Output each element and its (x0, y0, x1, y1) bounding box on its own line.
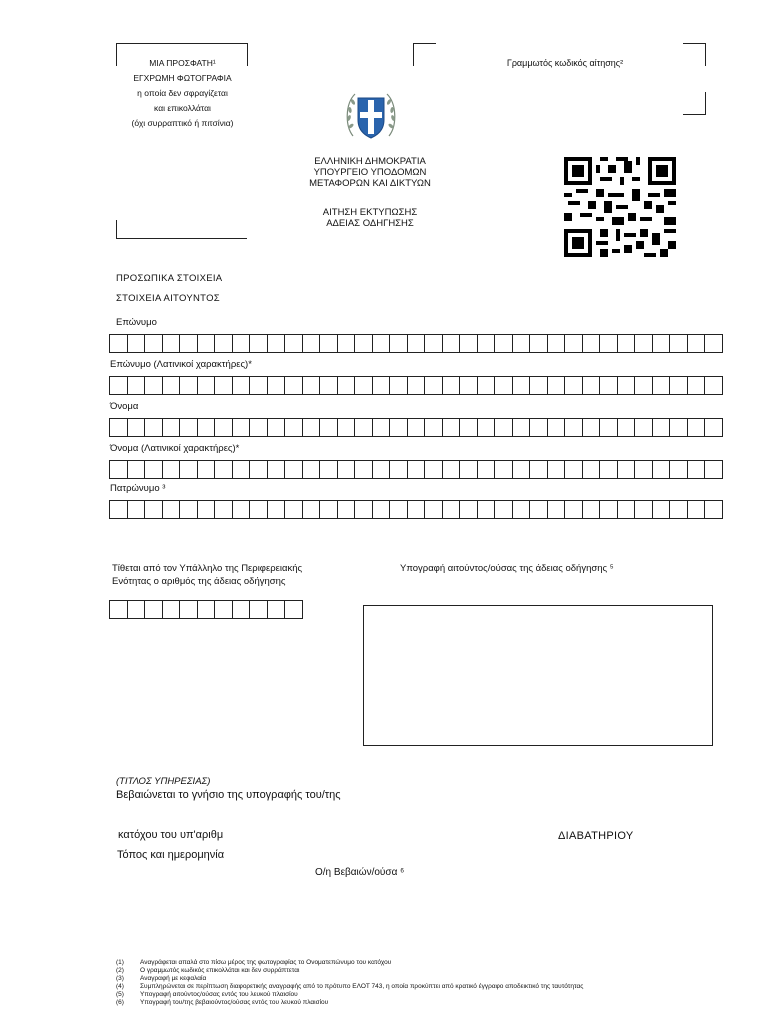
char-box[interactable] (704, 460, 723, 479)
char-box[interactable] (232, 418, 250, 437)
char-box[interactable] (582, 418, 600, 437)
char-box[interactable] (704, 334, 723, 353)
fathers-name-label: Πατρώνυμο ³ (110, 483, 166, 494)
char-box[interactable] (232, 376, 250, 395)
char-box[interactable] (459, 334, 477, 353)
footnote-text: Υπογραφή του/της βεβαιούντος/ούσας εντός του λευκού πλαισίου (140, 999, 329, 1006)
char-box[interactable] (249, 376, 267, 395)
char-box[interactable] (354, 418, 372, 437)
footnote-number: (3) (116, 975, 124, 982)
char-box[interactable] (337, 500, 355, 519)
char-box[interactable] (179, 460, 197, 479)
char-box[interactable] (459, 460, 477, 479)
char-box[interactable] (652, 376, 670, 395)
char-box[interactable] (144, 460, 162, 479)
char-box[interactable] (687, 460, 705, 479)
char-box[interactable] (249, 600, 267, 619)
char-box[interactable] (337, 460, 355, 479)
char-box[interactable] (372, 500, 390, 519)
char-box[interactable] (337, 376, 355, 395)
char-box[interactable] (407, 500, 425, 519)
char-box[interactable] (284, 334, 302, 353)
char-box[interactable] (232, 334, 250, 353)
qr-code-icon (564, 157, 676, 257)
char-box[interactable] (354, 376, 372, 395)
char-box[interactable] (197, 600, 215, 619)
first-name-latin-char-grid[interactable] (109, 460, 723, 478)
passport-label: ΔΙΑΒΑΤΗΡΙΟΥ (558, 830, 634, 842)
char-box[interactable] (267, 334, 285, 353)
char-box[interactable] (214, 500, 232, 519)
char-box[interactable] (144, 376, 162, 395)
char-box[interactable] (267, 376, 285, 395)
footnote-text: Υπογραφή αιτούντος/ούσας εντός του λευκού πλαισίου (140, 991, 298, 998)
char-box[interactable] (354, 500, 372, 519)
applicant-signature-box[interactable] (363, 605, 713, 746)
char-box[interactable] (564, 334, 582, 353)
char-box[interactable] (127, 418, 145, 437)
char-box[interactable] (634, 376, 652, 395)
license-number-line: Ενότητας ο αριθμός της άδειας οδήγησης (112, 576, 286, 587)
char-box[interactable] (442, 376, 460, 395)
char-box[interactable] (179, 418, 197, 437)
char-box[interactable] (127, 376, 145, 395)
char-box[interactable] (319, 460, 337, 479)
char-box[interactable] (529, 334, 547, 353)
char-box[interactable] (354, 334, 372, 353)
char-box[interactable] (197, 334, 215, 353)
photo-line: (όχι συρραπτικό ή πιτσίνια) (131, 118, 234, 128)
footnote-item (116, 991, 583, 999)
greek-emblem-icon (343, 86, 399, 144)
footnote-number: (6) (116, 999, 124, 1006)
surname-label: Επώνυμο (116, 317, 157, 328)
char-box[interactable] (249, 334, 267, 353)
char-box[interactable] (634, 500, 652, 519)
char-box[interactable] (599, 500, 617, 519)
authority-line: ΜΕΤΑΦΟΡΩΝ ΚΑΙ ΔΙΚΤΥΩΝ (309, 178, 431, 189)
char-box[interactable] (669, 460, 687, 479)
char-box[interactable] (162, 500, 180, 519)
char-box[interactable] (302, 500, 320, 519)
char-box[interactable] (214, 460, 232, 479)
char-box[interactable] (547, 418, 565, 437)
char-box[interactable] (582, 500, 600, 519)
photo-line: και επικολλάται (154, 103, 211, 113)
char-box[interactable] (582, 376, 600, 395)
char-box[interactable] (127, 460, 145, 479)
footnote-text: Συμπληρώνεται σε περίπτωση διαφορετικής αναγραφής από το πρότυπο ΕΛΟΤ 743, η οποία προκύπτει από κρατικό έγγραφο αποδεικτικό της ταυτότητας (140, 983, 584, 990)
char-box[interactable] (267, 418, 285, 437)
char-box[interactable] (547, 376, 565, 395)
char-box[interactable] (512, 500, 530, 519)
char-box[interactable] (284, 376, 302, 395)
char-box[interactable] (529, 460, 547, 479)
char-box[interactable] (372, 376, 390, 395)
char-box[interactable] (127, 334, 145, 353)
char-box[interactable] (599, 334, 617, 353)
char-box[interactable] (477, 460, 495, 479)
char-box[interactable] (634, 334, 652, 353)
char-box[interactable] (302, 460, 320, 479)
footnote-number: (2) (116, 967, 124, 974)
char-box[interactable] (214, 418, 232, 437)
license-number-line: Τίθεται από τον Υπάλληλο της Περιφερειακής (112, 563, 303, 574)
char-box[interactable] (144, 418, 162, 437)
char-box[interactable] (459, 418, 477, 437)
char-box[interactable] (319, 500, 337, 519)
footnote-item (116, 959, 583, 967)
service-title: (ΤΙΤΛΟΣ ΥΠΗΡΕΣΙΑΣ) (116, 776, 211, 787)
char-box[interactable] (284, 500, 302, 519)
surname-latin-label: Επώνυμο (Λατινικοί χαρακτήρες)* (110, 359, 252, 370)
char-box[interactable] (407, 418, 425, 437)
char-box[interactable] (389, 418, 407, 437)
footnote-number: (1) (116, 959, 124, 966)
barcode-frame-corner (683, 43, 706, 66)
char-box[interactable] (319, 418, 337, 437)
char-box[interactable] (442, 334, 460, 353)
surname-latin-char-grid[interactable] (109, 376, 723, 394)
char-box[interactable] (512, 418, 530, 437)
place-date-label: Τόπος και ημερομηνία (117, 849, 225, 861)
char-box[interactable] (284, 460, 302, 479)
first-name-char-grid[interactable] (109, 418, 723, 436)
char-box[interactable] (442, 500, 460, 519)
first-name-label: Όνομα (110, 401, 139, 412)
footnote-text: Αναγράφεται απαλά στο πίσω μέρος της φωτογραφίας το Ονοματεπώνυμο του κατόχου (140, 959, 392, 966)
photo-line: ΕΓΧΡΩΜΗ ΦΩΤΟΓΡΑΦΙΑ (133, 73, 232, 83)
char-box[interactable] (617, 460, 635, 479)
char-box[interactable] (494, 376, 512, 395)
char-box[interactable] (249, 460, 267, 479)
char-box[interactable] (302, 334, 320, 353)
section-personal-details: ΠΡΟΣΩΠΙΚΑ ΣΤΟΙΧΕΙΑ (116, 273, 223, 284)
char-box[interactable] (424, 334, 442, 353)
char-box[interactable] (267, 460, 285, 479)
char-box[interactable] (249, 418, 267, 437)
char-box[interactable] (232, 460, 250, 479)
barcode-label: Γραμμωτός κωδικός αίτησης² (506, 58, 624, 68)
char-box[interactable] (599, 376, 617, 395)
char-box[interactable] (617, 418, 635, 437)
char-box[interactable] (687, 376, 705, 395)
char-box[interactable] (669, 418, 687, 437)
char-box[interactable] (372, 334, 390, 353)
footnote-text: Αναγραφή με κεφαλαία (140, 975, 207, 982)
footnote-item (116, 999, 583, 1007)
section-applicant-details: ΣΤΟΙΧΕΙΑ ΑΙΤΟΥΝΤΟΣ (116, 293, 220, 304)
char-box[interactable] (127, 500, 145, 519)
char-box[interactable] (319, 376, 337, 395)
char-box[interactable] (494, 500, 512, 519)
photo-frame-bottom (116, 220, 247, 239)
char-box[interactable] (529, 500, 547, 519)
char-box[interactable] (634, 418, 652, 437)
char-box[interactable] (319, 334, 337, 353)
char-box[interactable] (284, 418, 302, 437)
char-box[interactable] (197, 418, 215, 437)
char-box[interactable] (687, 418, 705, 437)
char-box[interactable] (652, 418, 670, 437)
char-box[interactable] (302, 418, 320, 437)
char-box[interactable] (197, 500, 215, 519)
char-box[interactable] (424, 500, 442, 519)
char-box[interactable] (109, 334, 127, 353)
char-box[interactable] (162, 418, 180, 437)
char-box[interactable] (162, 460, 180, 479)
char-box[interactable] (214, 334, 232, 353)
char-box[interactable] (547, 500, 565, 519)
char-box[interactable] (337, 334, 355, 353)
char-box[interactable] (424, 376, 442, 395)
char-box[interactable] (232, 600, 250, 619)
char-box[interactable] (477, 500, 495, 519)
char-box[interactable] (547, 460, 565, 479)
char-box[interactable] (214, 376, 232, 395)
char-box[interactable] (284, 600, 303, 619)
certifier-label: Ο/η Βεβαιών/ούσα ⁶ (315, 867, 405, 878)
char-box[interactable] (634, 460, 652, 479)
char-box[interactable] (494, 418, 512, 437)
char-box[interactable] (302, 376, 320, 395)
char-box[interactable] (162, 600, 180, 619)
char-box[interactable] (529, 418, 547, 437)
char-box[interactable] (582, 460, 600, 479)
holder-text: κατόχου του υπ'αριθμ (118, 829, 224, 841)
char-box[interactable] (197, 376, 215, 395)
char-box[interactable] (442, 460, 460, 479)
char-box[interactable] (617, 500, 635, 519)
char-box[interactable] (337, 418, 355, 437)
char-box[interactable] (267, 600, 285, 619)
form-title (270, 207, 470, 229)
char-box[interactable] (407, 460, 425, 479)
first-name-latin-label: Όνομα (Λατινικοί χαρακτήρες)* (110, 443, 240, 454)
char-box[interactable] (389, 334, 407, 353)
char-box[interactable] (407, 376, 425, 395)
char-box[interactable] (704, 418, 723, 437)
char-box[interactable] (477, 334, 495, 353)
fathers-name-char-grid[interactable] (109, 500, 723, 518)
char-box[interactable] (564, 376, 582, 395)
char-box[interactable] (144, 334, 162, 353)
char-box[interactable] (512, 460, 530, 479)
char-box[interactable] (512, 376, 530, 395)
char-box[interactable] (652, 500, 670, 519)
char-box[interactable] (494, 460, 512, 479)
footnote-item (116, 975, 583, 983)
char-box[interactable] (109, 500, 127, 519)
char-box[interactable] (564, 460, 582, 479)
char-box[interactable] (669, 334, 687, 353)
char-box[interactable] (389, 376, 407, 395)
char-box[interactable] (687, 334, 705, 353)
char-box[interactable] (547, 334, 565, 353)
applicant-signature-label: Υπογραφή αιτούντος/ούσας της άδειας οδήγησης ⁵ (400, 563, 614, 574)
barcode-frame-corner (683, 92, 706, 115)
char-box[interactable] (477, 418, 495, 437)
char-box[interactable] (197, 460, 215, 479)
char-box[interactable] (214, 600, 232, 619)
char-box[interactable] (232, 500, 250, 519)
license-number-char-grid[interactable] (109, 600, 303, 618)
char-box[interactable] (407, 334, 425, 353)
footnote-item (116, 983, 583, 991)
char-box[interactable] (372, 418, 390, 437)
footnote-number: (4) (116, 983, 124, 990)
char-box[interactable] (109, 460, 127, 479)
char-box[interactable] (389, 460, 407, 479)
char-box[interactable] (424, 460, 442, 479)
char-box[interactable] (144, 500, 162, 519)
form-title-line: ΑΙΤΗΣΗ ΕΚΤΥΠΩΣΗΣ (322, 207, 418, 218)
char-box[interactable] (459, 376, 477, 395)
certification-text: Βεβαιώνεται το γνήσιο της υπογραφής του/της (116, 789, 341, 801)
char-box[interactable] (669, 500, 687, 519)
char-box[interactable] (109, 600, 127, 619)
char-box[interactable] (354, 460, 372, 479)
char-box[interactable] (494, 334, 512, 353)
form-title-line: ΑΔΕΙΑΣ ΟΔΗΓΗΣΗΣ (326, 218, 414, 229)
char-box[interactable] (512, 334, 530, 353)
char-box[interactable] (179, 600, 197, 619)
photo-line: ΜΙΑ ΠΡΟΣΦΑΤΗ¹ (149, 58, 216, 68)
char-box[interactable] (424, 418, 442, 437)
char-box[interactable] (127, 600, 145, 619)
photo-instructions (110, 56, 255, 131)
char-box[interactable] (599, 460, 617, 479)
char-box[interactable] (109, 376, 127, 395)
char-box[interactable] (144, 600, 162, 619)
char-box[interactable] (162, 376, 180, 395)
char-box[interactable] (617, 334, 635, 353)
char-box[interactable] (179, 500, 197, 519)
char-box[interactable] (704, 500, 723, 519)
license-number-instructions (112, 562, 302, 588)
char-box[interactable] (162, 334, 180, 353)
footnote-number: (5) (116, 991, 124, 998)
char-box[interactable] (372, 460, 390, 479)
authority-line: ΥΠΟΥΡΓΕΙΟ ΥΠΟΔΟΜΩΝ (313, 167, 427, 178)
char-box[interactable] (652, 334, 670, 353)
char-box[interactable] (564, 500, 582, 519)
char-box[interactable] (529, 376, 547, 395)
char-box[interactable] (179, 376, 197, 395)
char-box[interactable] (687, 500, 705, 519)
char-box[interactable] (652, 460, 670, 479)
photo-line: η οποία δεν σφραγίζεται (137, 88, 228, 98)
char-box[interactable] (389, 500, 407, 519)
char-box[interactable] (179, 334, 197, 353)
barcode-frame-corner (413, 43, 436, 66)
char-box[interactable] (459, 500, 477, 519)
char-box[interactable] (477, 376, 495, 395)
char-box[interactable] (109, 418, 127, 437)
surname-char-grid[interactable] (109, 334, 723, 352)
char-box[interactable] (599, 418, 617, 437)
char-box[interactable] (249, 500, 267, 519)
char-box[interactable] (582, 334, 600, 353)
authority-line: ΕΛΛΗΝΙΚΗ ΔΗΜΟΚΡΑΤΙΑ (314, 156, 426, 167)
char-box[interactable] (704, 376, 723, 395)
char-box[interactable] (564, 418, 582, 437)
footnote-text: Ο γραμμωτός κωδικός επικολλάται και δεν συρράπτεται (140, 967, 300, 974)
char-box[interactable] (617, 376, 635, 395)
footnotes (116, 959, 583, 1007)
footnote-item (116, 967, 583, 975)
issuing-authority (270, 156, 470, 189)
char-box[interactable] (442, 418, 460, 437)
char-box[interactable] (267, 500, 285, 519)
char-box[interactable] (669, 376, 687, 395)
